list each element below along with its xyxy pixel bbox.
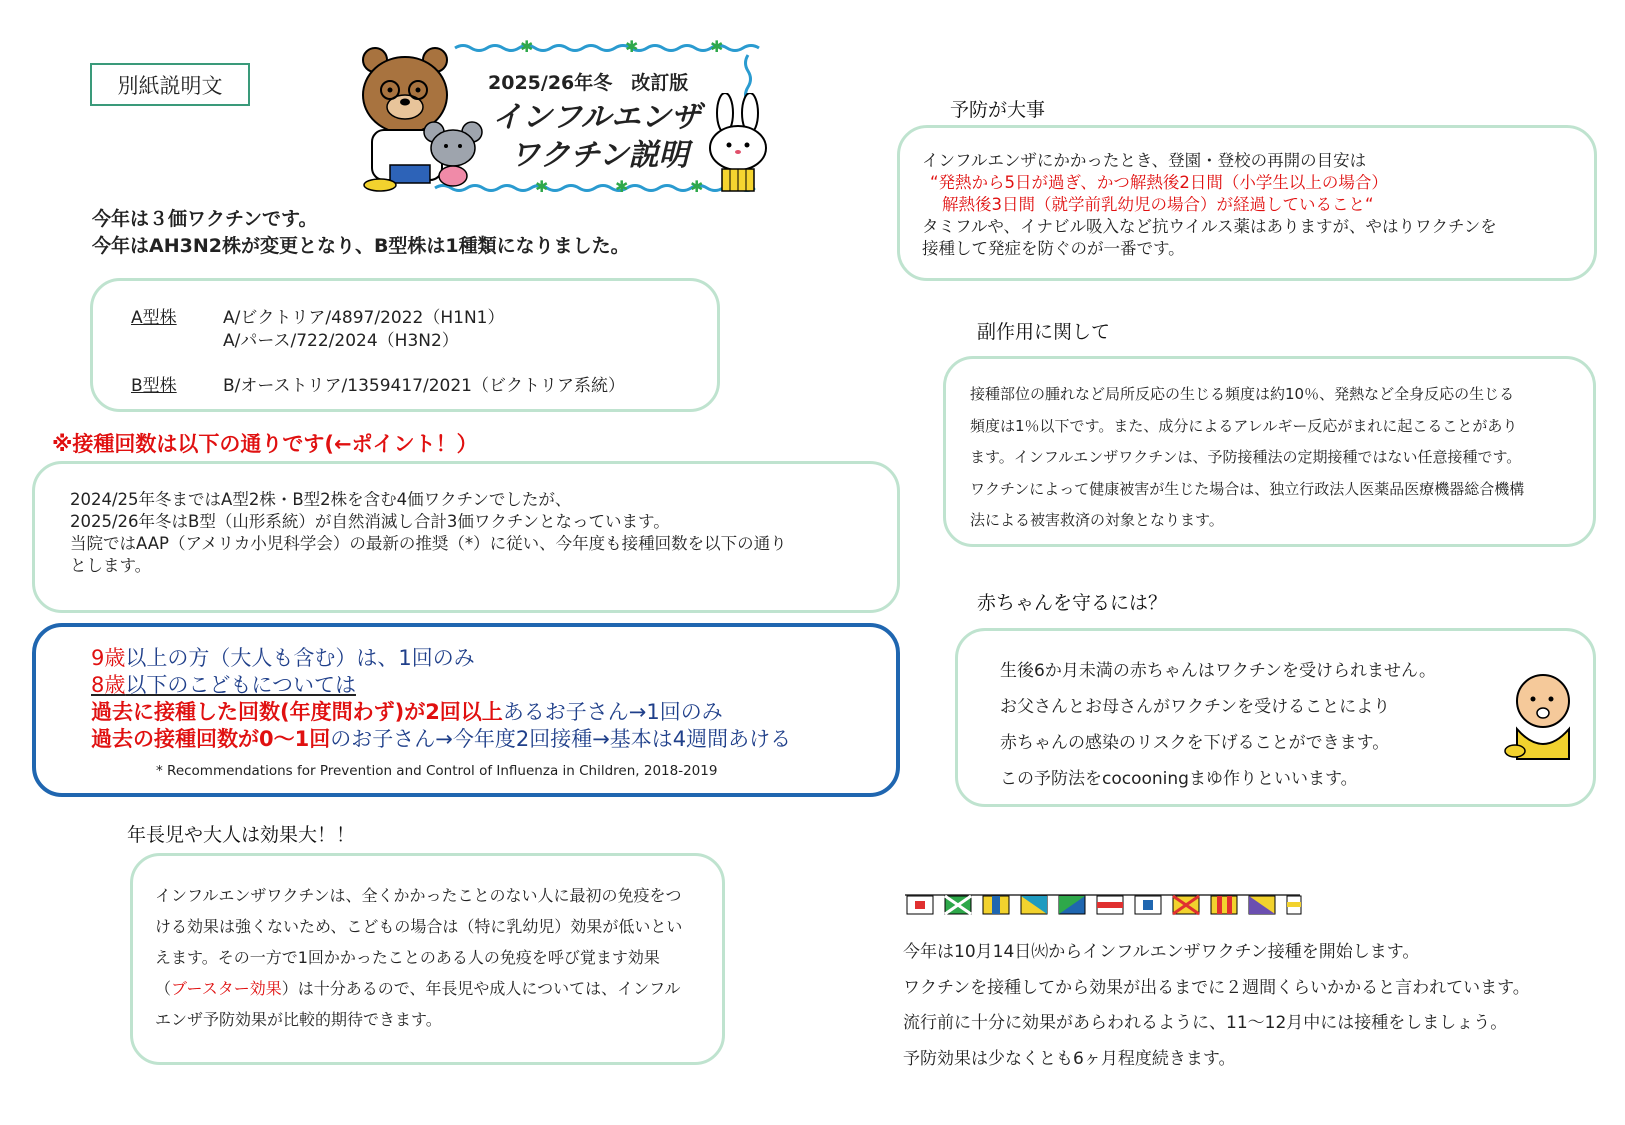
side-effects-line: 法による被害救済の対象となります。 xyxy=(970,511,1224,529)
baby-heading: 赤ちゃんを守るには？ xyxy=(977,592,1168,614)
effect-bracket: （ xyxy=(155,979,172,998)
point-box xyxy=(32,461,900,613)
side-effects-line: ます。インフルエンザワクチンは、予防接種法の定期接種ではない任意接種です。 xyxy=(970,448,1522,466)
schedule-line: ワクチンを接種してから効果が出るまでに２週間くらいかかると言われています。 xyxy=(903,977,1530,998)
point-line: 2025/26年冬はB型（山形系統）が自然消滅し合計3価ワクチンとなっています。 xyxy=(70,512,670,531)
schedule-line: 今年は10月14日㈫からインフルエンザワクチン接種を開始します。 xyxy=(903,942,1420,962)
dosage-footnote: * Recommendations for Prevention and Control of Influenza in Children, 2018-2019 xyxy=(156,763,718,779)
svg-text:✱: ✱ xyxy=(625,40,639,56)
baby-line: この予防法をcocooningまゆ作りといいます。 xyxy=(1000,769,1358,789)
svg-text:✱: ✱ xyxy=(535,177,549,195)
mouse-icon xyxy=(422,118,492,198)
point-box-text xyxy=(70,489,787,577)
rabbit-icon xyxy=(705,93,775,203)
document-badge xyxy=(90,63,250,106)
dosage-rule: のお子さん→今年度2回接種→基本は4週間あける xyxy=(330,727,792,751)
signal-flags-icon xyxy=(905,890,1305,920)
effect-line-rest: ）は十分あるので、年長児や成人については、インフル xyxy=(281,979,681,998)
dosage-age: 9歳 xyxy=(91,646,126,670)
dosage-row xyxy=(91,672,791,699)
side-effects-line: 頻度は1％以下です。また、成分によるアレルギー反応がまれに起こることがあり xyxy=(970,416,1518,435)
point-line: とします。 xyxy=(70,556,152,575)
prevention-line: 接種して発症を防ぐのが一番です。 xyxy=(922,239,1185,258)
side-effects-line: 接種部位の腫れなど局所反応の生じる頻度は約10％、発熱など全身反応の生じる xyxy=(970,385,1515,403)
schedule-line: 流行前に十分に効果があらわれるように、11～12月中には接種をしましょう。 xyxy=(903,1013,1508,1033)
b-strain-1: B/オーストリア/1359417/2021（ビクトリア系統） xyxy=(223,376,625,396)
a-strain-1: A/ビクトリア/4897/2022（H1N1） xyxy=(223,308,505,328)
b-strain-label: B型株 xyxy=(131,376,177,396)
point-line: 当院ではAAP（アメリカ小児科学会）の最新の推奨（*）に従い、今年度も接種回数を以下の通り xyxy=(70,534,787,553)
side-effects-box xyxy=(943,356,1596,547)
effect-line xyxy=(155,973,682,1004)
intro-text xyxy=(92,206,630,260)
dosage-rule: 以下のこどもについては xyxy=(125,673,356,697)
effect-line: ける効果は強くないため、こどもの場合は（特に乳幼児）効果が低いとい xyxy=(155,917,683,936)
strains-box xyxy=(90,278,720,412)
prevention-line: 解熱後3日間（就学前乳幼児の場合）が経過していること“ xyxy=(942,195,1374,214)
dosage-row xyxy=(91,645,791,672)
dosage-row xyxy=(91,726,791,753)
schedule-text xyxy=(903,935,1530,1077)
point-heading: ※接種回数は以下の通りです(←ポイント！） xyxy=(52,432,478,456)
prevention-text xyxy=(922,150,1497,260)
baby-box xyxy=(955,628,1596,807)
booster-effect-term: ブースター効果 xyxy=(171,979,282,998)
baby-icon xyxy=(1503,669,1583,764)
dosage-text xyxy=(91,645,791,753)
svg-text:✱: ✱ xyxy=(690,177,704,195)
prevention-line: タミフルや、イナビル吸入など抗ウイルス薬はありますが、やはりワクチンを xyxy=(922,217,1497,236)
prevention-heading: 予防が大事 xyxy=(950,99,1046,121)
a-strain-2: A/パース/722/2024（H3N2） xyxy=(223,331,459,351)
a-strain-label: A型株 xyxy=(131,308,177,328)
dosage-rule: 以上の方（大人も含む）は、1回のみ xyxy=(125,646,475,670)
baby-line: 赤ちゃんの感染のリスクを下げることができます。 xyxy=(1000,733,1390,753)
prevention-box xyxy=(897,125,1597,281)
intro-line: 今年は３価ワクチンです。 xyxy=(92,208,318,230)
baby-line: お父さんとお母さんがワクチンを受けることにより xyxy=(1000,697,1391,717)
dosage-row xyxy=(91,699,791,726)
document-badge-label: 別紙説明文 xyxy=(117,73,223,98)
effect-heading: 年長児や大人は効果大！！ xyxy=(127,824,356,846)
svg-text:✱: ✱ xyxy=(615,177,629,195)
banner-title-line2: ワクチン説明 xyxy=(510,138,689,173)
effect-line: エンザ予防効果が比較的期待できます。 xyxy=(155,1010,442,1029)
baby-line: 生後6か月未満の赤ちゃんはワクチンを受けられません。 xyxy=(1000,661,1436,681)
svg-text:✱: ✱ xyxy=(520,40,534,56)
prevention-line: インフルエンザにかかったとき、登園・登校の再開の目安は xyxy=(922,151,1367,170)
dosage-condition: 過去に接種した回数(年度問わず)が2回以上 xyxy=(91,700,503,724)
effect-line: えます。その一方で1回かかったことのある人の免疫を呼び覚ます効果 xyxy=(155,948,660,967)
intro-line: 今年はAH3N2株が変更となり、B型株は1種類になりました。 xyxy=(92,235,630,257)
dosage-condition: 過去の接種回数が0～1回 xyxy=(91,727,331,751)
effect-line: インフルエンザワクチンは、全くかかったことのない人に最初の免疫をつ xyxy=(155,886,682,905)
dosage-age: 8歳 xyxy=(91,673,126,697)
banner-title-line1: インフルエンザ xyxy=(492,100,701,135)
effect-text xyxy=(155,880,682,1035)
side-effects-line: ワクチンによって健康被害が生じた場合は、独立行政法人医薬品医療機器総合機構 xyxy=(970,479,1525,498)
dosage-box xyxy=(32,623,900,797)
svg-text:✱: ✱ xyxy=(710,40,724,56)
baby-text xyxy=(1000,653,1436,797)
prevention-line: “発熱から5日が過ぎ、かつ解熱後2日間（小学生以上の場合） xyxy=(930,173,1388,192)
schedule-line: 予防効果は少なくとも6ヶ月程度続きます。 xyxy=(903,1048,1236,1069)
side-effects-text xyxy=(970,379,1524,537)
side-effects-heading: 副作用に関して xyxy=(977,321,1111,343)
dosage-rule: あるお子さん→1回のみ xyxy=(502,700,723,724)
point-line: 2024/25年冬まではA型2株・B型2株を含む4価ワクチンでしたが、 xyxy=(70,490,572,509)
banner-subtitle: 2025/26年冬 改訂版 xyxy=(488,72,689,94)
effect-box xyxy=(130,853,725,1065)
